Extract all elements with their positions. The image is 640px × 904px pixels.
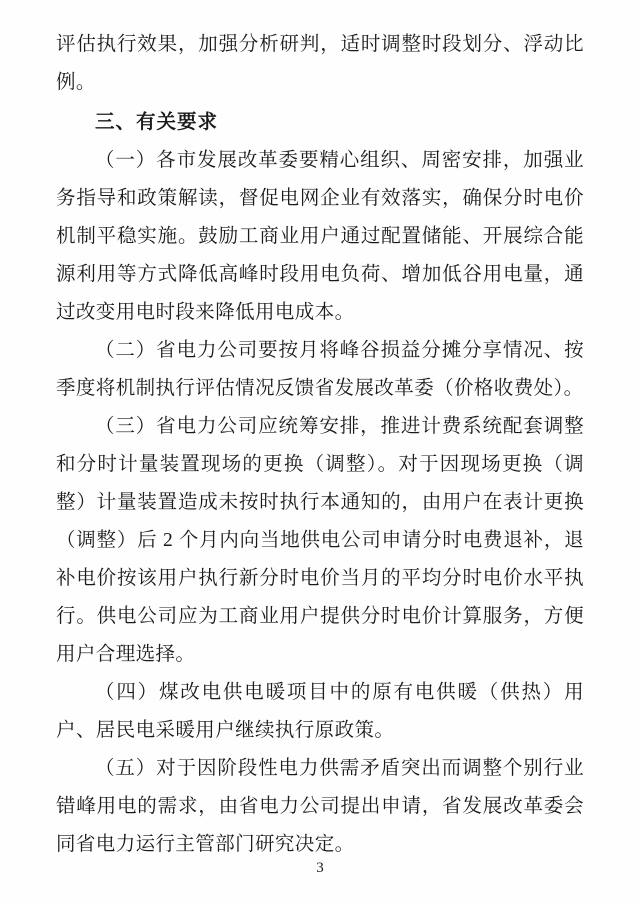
paragraph-item-three: （三）省电力公司应统筹安排，推进计费系统配套调整和分时计量装置现场的更换（调整）。对于因现场更换（调整）计量装置造成未按时执行本通知的，由用户在表计更换（调整）后 2 个月内向当地供电公司申请分时电费退补，退补电价按该用户执行新分时电价当月的平均分时电价水平执行。供电公司应为工商业用户提供分时电价计算服务，方便用户合理选择。 bbox=[56, 416, 584, 665]
paragraph-item-two: （二）省电力公司要按月将峰谷损益分摊分享情况、按季度将机制执行评估情况反馈省发展改革委（价格收费处）。 bbox=[56, 340, 584, 399]
section-heading-three: 三、有关要求 bbox=[95, 112, 219, 133]
paragraph-item-five: （五）对于因阶段性电力供需矛盾突出而调整个别行业错峰用电的需求，由省电力公司提出申请，省发展改革委会同省电力运行主管部门研究决定。 bbox=[56, 758, 584, 855]
paragraph-item-four: （四）煤改电供电暖项目中的原有电供暖（供热）用户、居民电采暖用户继续执行原政策。 bbox=[56, 682, 584, 741]
document-body bbox=[56, 26, 584, 864]
paragraph-item-one: （一）各市发展改革委要精心组织、周密安排，加强业务指导和政策解读，督促电网企业有效落实，确保分时电价机制平稳实施。鼓励工商业用户通过配置储能、开展综合能源利用等方式降低高峰时段用电负荷、增加低谷用电量，通过改变用电时段来降低用电成本。 bbox=[56, 150, 584, 323]
paragraph-continued: 评估执行效果，加强分析研判，适时调整时段划分、浮动比例。 bbox=[56, 34, 584, 93]
page-number: 3 bbox=[316, 860, 324, 876]
